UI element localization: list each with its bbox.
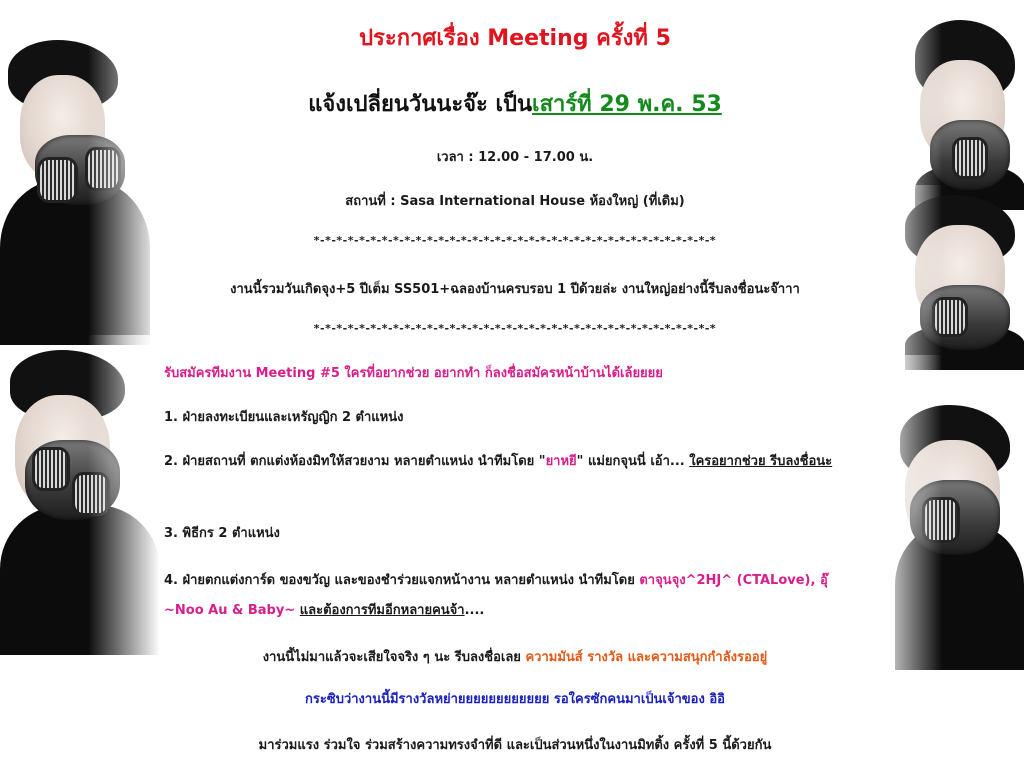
place-line: สถานที่ : Sasa International House ห้องใหญ่ (ที่เดิม) [345,194,685,209]
item-2-middle: " แม่ยกจุนนี่ เอ้า... [576,454,690,469]
member-photo-top-right [875,15,1024,210]
item-4-suffix: .... [464,603,485,618]
recruit-item-1: 1. ฝ่ายลงทะเบียนและเหรัญญิก 2 ตำแหน่ง [164,410,404,425]
closing-line-2: กระซิบว่างานนี้มีรางวัลหย่ายยยยยยยยยยยย รอใครซักคนมาเป็นเจ้าของ อิอิ [305,692,725,707]
item-4-prefix: 4. ฝ่ายตกแต่งการ์ด ของขวัญ และของชำร่วยแจกหน้างาน หลายตำแหน่ง นำทีมโดย [164,573,640,588]
item-4-leaders: ตาจุนจุง^2HJ^ (CTALove), อุ๊ ~Noo Au & Baby~ [164,573,828,618]
closing-1-highlight: ความมันส์ รางวัล และความสนุกกำลังรออยู่ [525,650,768,665]
event-line: งานนี้รวมวันเกิดจุง+5 ปีเต็ม SS501+ฉลองบ้านครบรอบ 1 ปีด้วยล่ะ งานใหญ่อย่างนี้รีบลงชื่อนะจ๊าาา [230,282,800,297]
recruit-item-3: 3. พิธีกร 2 ตำแหน่ง [164,526,280,541]
member-photo-bottom-right [875,355,1024,670]
recruit-heading: รับสมัครทีมงาน Meeting #5 ใครที่อยากช่วย อยากทำ ก็ลงชื่อสมัครหน้าบ้านได้เล้ยยยย [164,366,663,381]
closing-1-prefix: งานนี้ไม่มาแล้วจะเสียใจจริง ๆ นะ รีบลงชื่อเลย [262,650,526,665]
item-4-cta: และต้องการทีมอีกหลายคนจ้า [299,603,465,618]
new-date: เสาร์ที่ 29 พ.ค. 53 [532,92,722,117]
item-2-prefix: 2. ฝ่ายสถานที่ ตกแต่งห้องมิทให้สวยงาม หลายตำแหน่ง นำทีมโดย " [164,454,546,469]
member-photo-top-left [0,0,160,345]
member-photo-middle-right [875,185,1024,370]
separator-bottom: *-*-*-*-*-*-*-*-*-*-*-*-*-*-*-*-*-*-*-*-*-*-*-*-*-*-*-*-*-*-*-*-*-*-*-* [313,322,717,335]
item-2-cta: ใครอยากช่วย รีบลงชื่อนะ [689,454,833,469]
member-photo-bottom-left [0,335,160,655]
time-line: เวลา : 12.00 - 17.00 น. [436,150,594,165]
recruit-item-2 [164,450,864,474]
closing-line-3: มาร่วมแรง ร่วมใจ ร่วมสร้างความทรงจำที่ดี และเป็นส่วนหนึ่งในงานมิทติ้ง ครั้งที่ 5 นี้ด้วยกัน [258,738,772,753]
separator-top: *-*-*-*-*-*-*-*-*-*-*-*-*-*-*-*-*-*-*-*-*-*-*-*-*-*-*-*-*-*-*-*-*-*-*-* [313,234,717,247]
closing-line-1 [150,646,880,667]
date-change-notice [150,86,880,121]
recruit-item-4 [164,566,864,626]
date-change-prefix: แจ้งเปลี่ยนวันนะจ๊ะ เป็น [308,92,533,117]
item-2-leader: ยาหยี [545,454,577,469]
announcement-title: ประกาศเรื่อง Meeting ครั้งที่ 5 [359,26,671,51]
